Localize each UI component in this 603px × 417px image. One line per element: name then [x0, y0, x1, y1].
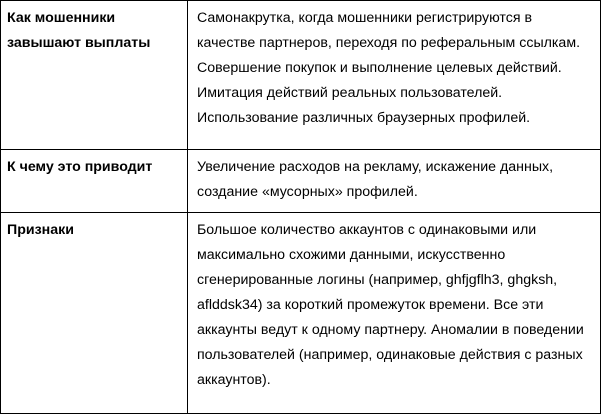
- row-label-text: К чему это приводит: [7, 159, 153, 175]
- row-label-text: завышают выплаты: [7, 35, 151, 51]
- row-value-text: aflddsk34) за короткий промежуток времени. Все эти: [197, 297, 544, 313]
- row-value-text: Совершение покупок и выполнение целевых действий.: [197, 60, 562, 76]
- row-value-text: создание «мусорных» профилей.: [197, 184, 418, 200]
- row-value-text: пользователей (например, одинаковые действия с разных: [197, 347, 583, 363]
- row-value-text: Имитация действий реальных пользователей.: [197, 85, 503, 101]
- row-value-text: Большое количество аккаунтов с одинаковыми или: [197, 222, 537, 238]
- table-row: [1, 150, 601, 213]
- row-value-text: Увеличение расходов на рекламу, искажение данных,: [197, 159, 554, 175]
- row-value-text: качестве партнеров, переходя по реферальным ссылкам.: [197, 35, 581, 51]
- row-label-cell: [1, 1, 188, 150]
- row-value-text: Самонакрутка, когда мошенники регистрируются в: [197, 10, 533, 26]
- row-label-text: Как мошенники: [7, 10, 116, 26]
- row-value-text: сгенерированные логины (например, ghfjgflh3, ghgksh,: [197, 272, 558, 288]
- row-value-cell: [188, 213, 601, 414]
- table-row: [1, 1, 601, 150]
- row-value-text: максимально схожими данными, искусственно: [197, 247, 506, 263]
- row-value-text: аккаунтов).: [197, 372, 271, 388]
- row-value-cell: [188, 150, 601, 213]
- row-value-text: аккаунты ведут к одному партнеру. Аномалии в поведении: [197, 322, 584, 338]
- row-label-cell: [1, 213, 188, 414]
- row-label-text: Признаки: [7, 222, 74, 238]
- table-row: [1, 213, 601, 414]
- row-value-text: Использование различных браузерных профилей.: [197, 110, 531, 126]
- row-value-cell: [188, 1, 601, 150]
- row-label-cell: [1, 150, 188, 213]
